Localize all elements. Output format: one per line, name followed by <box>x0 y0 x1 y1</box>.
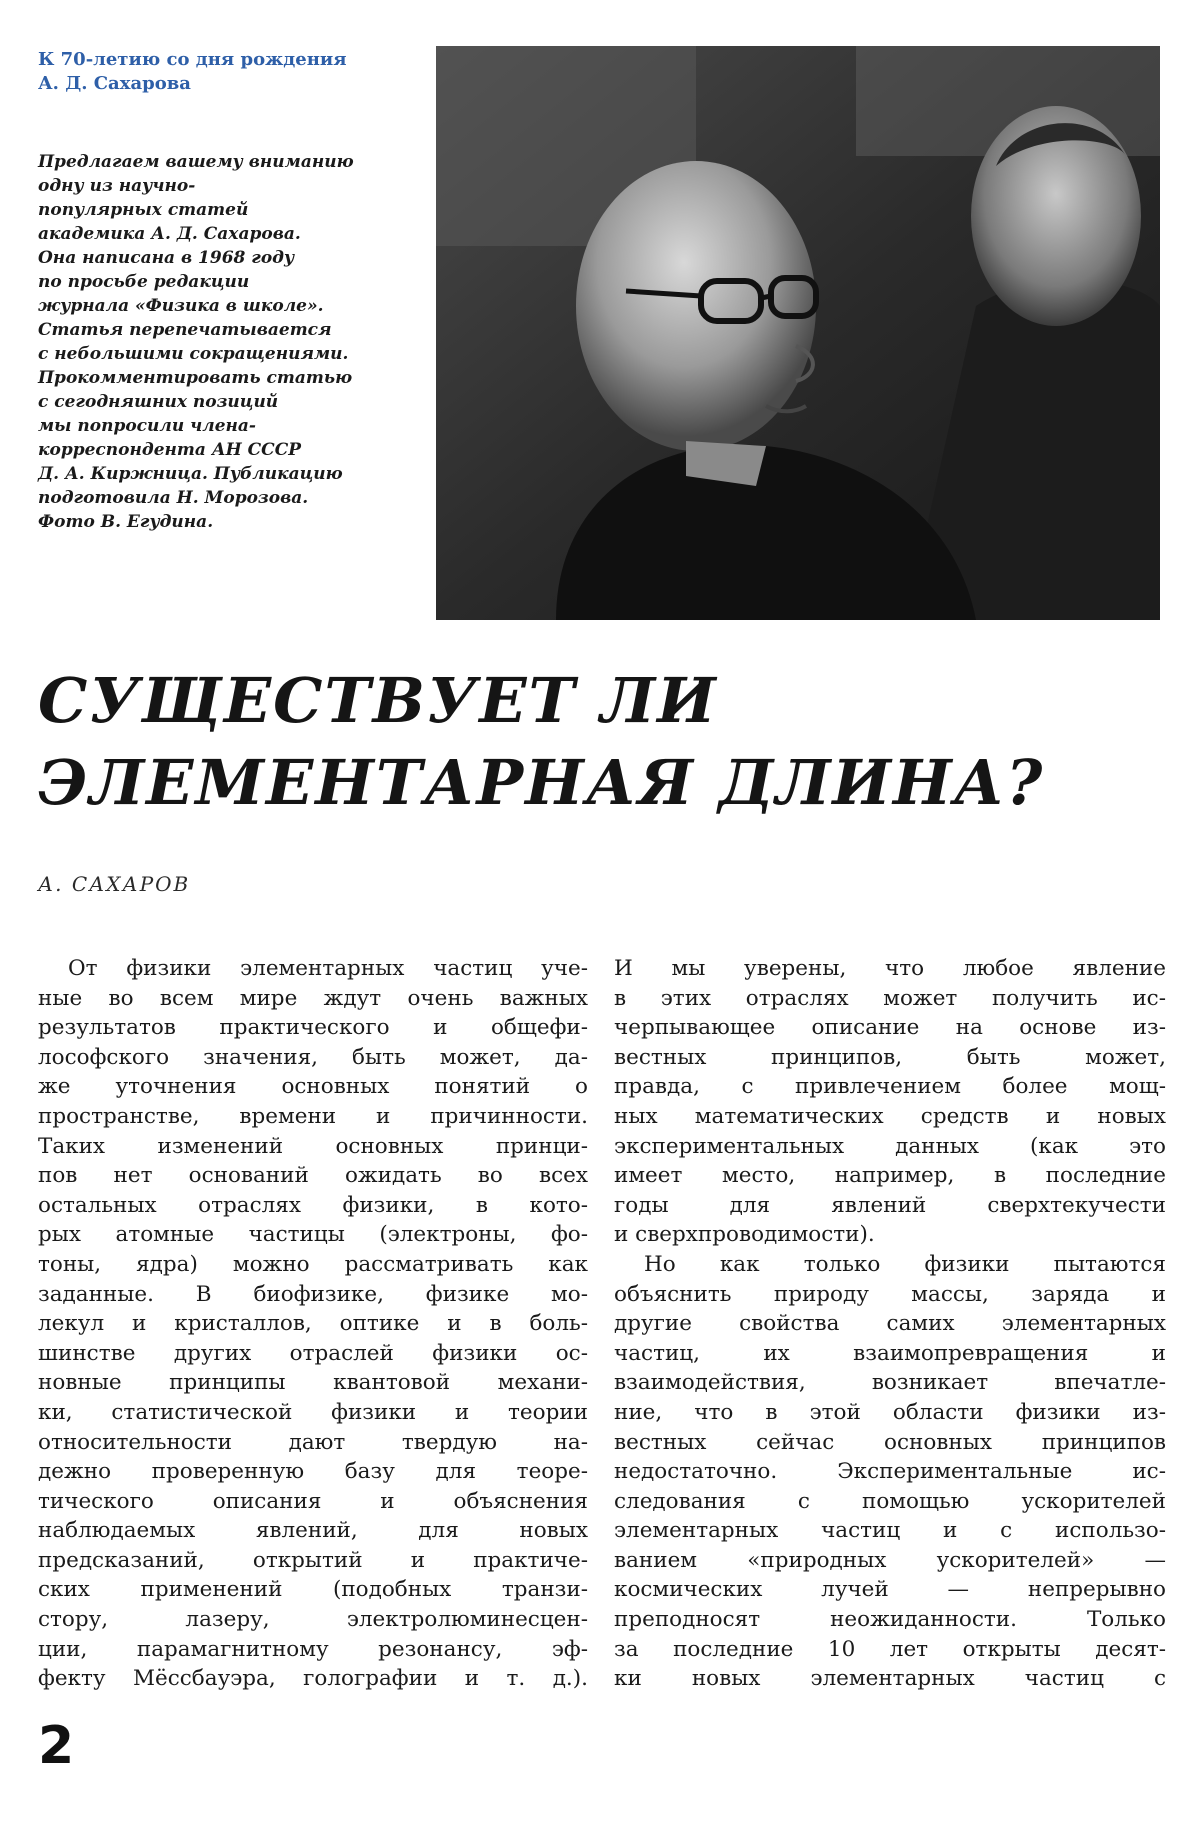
body-line: остальных отраслях физики, в кото- <box>38 1192 588 1218</box>
intro-line: Предлагаем вашему вниманию <box>38 152 354 172</box>
intro-line: Она написана в 1968 году <box>38 248 295 268</box>
body-line: годы для явлений сверхтекучести <box>614 1192 1166 1218</box>
body-line: же уточнения основных понятий о <box>38 1074 588 1100</box>
kicker-line: К 70-летию со дня рождения <box>38 49 347 70</box>
body-line: результатов практического и общефи- <box>38 1015 588 1041</box>
body-line: в этих отраслях может получить ис- <box>614 985 1166 1011</box>
body-line: рых атомные частицы (электроны, фо- <box>38 1222 588 1248</box>
body-line: лекул и кристаллов, оптике и в боль- <box>38 1311 588 1337</box>
body-line: правда, с привлечением более мощ- <box>614 1074 1166 1100</box>
body-line: От физики элементарных частиц уче- <box>68 956 588 981</box>
intro-line: с небольшими сокращениями. <box>38 344 349 364</box>
body-line: Таких изменений основных принци- <box>38 1133 588 1159</box>
body-line: тоны, ядра) можно рассматривать как <box>38 1251 588 1277</box>
body-column-left <box>38 954 588 1694</box>
body-line: пов нет оснований ожидать во всех <box>38 1163 588 1189</box>
body-line: объяснить природу массы, заряда и <box>614 1281 1166 1307</box>
editorial-intro <box>38 150 398 534</box>
body-line: ные во всем мире ждут очень важных <box>38 985 588 1011</box>
body-line: Но как только физики пытаются <box>644 1251 1166 1277</box>
body-line: черпывающее описание на основе из- <box>614 1015 1166 1041</box>
intro-line: одну из научно- <box>38 176 196 196</box>
intro-line: по просьбе редакции <box>38 272 250 292</box>
body-line: частиц, их взаимопревращения и <box>614 1340 1166 1366</box>
intro-line: журнала «Физика в школе». <box>38 296 324 316</box>
body-line: за последние 10 лет открыты десят- <box>614 1636 1166 1662</box>
body-line: тического описания и объяснения <box>38 1488 588 1514</box>
body-line: ванием «природных ускорителей» — <box>614 1547 1166 1573</box>
intro-line: популярных статей <box>38 200 249 220</box>
body-line: пространстве, времени и причинности. <box>38 1103 588 1129</box>
body-line: стору, лазеру, электролюминесцен- <box>38 1607 588 1633</box>
intro-line: мы попросили члена- <box>38 416 256 436</box>
body-line: элементарных частиц и с использо- <box>614 1518 1166 1544</box>
body-line: преподносят неожиданности. Только <box>614 1607 1166 1633</box>
intro-line: Прокомментировать статью <box>38 368 353 388</box>
body-line: ных математических средств и новых <box>614 1103 1166 1129</box>
intro-line: академика А. Д. Сахарова. <box>38 224 301 244</box>
body-line: дежно проверенную базу для теоре- <box>38 1459 588 1485</box>
body-line: космических лучей — непрерывно <box>614 1577 1166 1603</box>
body-line: шинстве других отраслей физики ос- <box>38 1340 588 1366</box>
body-line: другие свойства самих элементарных <box>614 1311 1166 1337</box>
body-line: ние, что в этой области физики из- <box>614 1399 1166 1425</box>
body-line: вестных принципов, быть может, <box>614 1044 1166 1070</box>
body-line: взаимодействия, возникает впечатле- <box>614 1370 1166 1396</box>
body-line: ки новых элементарных частиц с <box>614 1666 1166 1692</box>
intro-line: с сегодняшних позиций <box>38 392 279 412</box>
body-line: заданные. В биофизике, физике мо- <box>38 1281 588 1307</box>
body-line: экспериментальных данных (как это <box>614 1133 1166 1159</box>
article-author: А. САХАРОВ <box>38 872 191 896</box>
intro-line: Статья перепечатывается <box>38 320 332 340</box>
title-line: СУЩЕСТВУЕТ ЛИ <box>38 664 718 737</box>
article-title <box>38 660 1158 824</box>
intro-line: корреспондента АН СССР <box>38 440 302 460</box>
body-line: и сверхпроводимости). <box>614 1222 875 1248</box>
body-line: новные принципы квантовой механи- <box>38 1370 588 1396</box>
rubric-kicker <box>38 48 398 96</box>
body-line: относительности дают твердую на- <box>38 1429 588 1455</box>
intro-line: Д. А. Киржница. Публикацию <box>38 464 343 484</box>
body-line: ки, статистической физики и теории <box>38 1399 588 1425</box>
body-line: имеет место, например, в последние <box>614 1163 1166 1189</box>
body-column-right <box>614 954 1166 1694</box>
body-line: И мы уверены, что любое явление <box>614 956 1166 981</box>
kicker-line: А. Д. Сахарова <box>38 73 191 94</box>
body-line: ских применений (подобных транзи- <box>38 1577 588 1603</box>
page-number: 2 <box>38 1716 75 1776</box>
body-line: вестных сейчас основных принципов <box>614 1429 1166 1455</box>
portrait-photo <box>436 46 1160 620</box>
intro-line: Фото В. Егудина. <box>38 512 214 532</box>
body-line: недостаточно. Экспериментальные ис- <box>614 1459 1166 1485</box>
title-line: ЭЛЕМЕНТАРНАЯ ДЛИНА? <box>38 746 1045 819</box>
body-line: лософского значения, быть может, да- <box>38 1044 588 1070</box>
body-line: фекту Мёссбауэра, голографии и т. д.). <box>38 1666 588 1692</box>
body-line: предсказаний, открытий и практиче- <box>38 1547 588 1573</box>
body-line: наблюдаемых явлений, для новых <box>38 1518 588 1544</box>
body-line: следования с помощью ускорителей <box>614 1488 1166 1514</box>
body-line: ции, парамагнитному резонансу, эф- <box>38 1636 588 1662</box>
intro-line: подготовила Н. Морозова. <box>38 488 309 508</box>
